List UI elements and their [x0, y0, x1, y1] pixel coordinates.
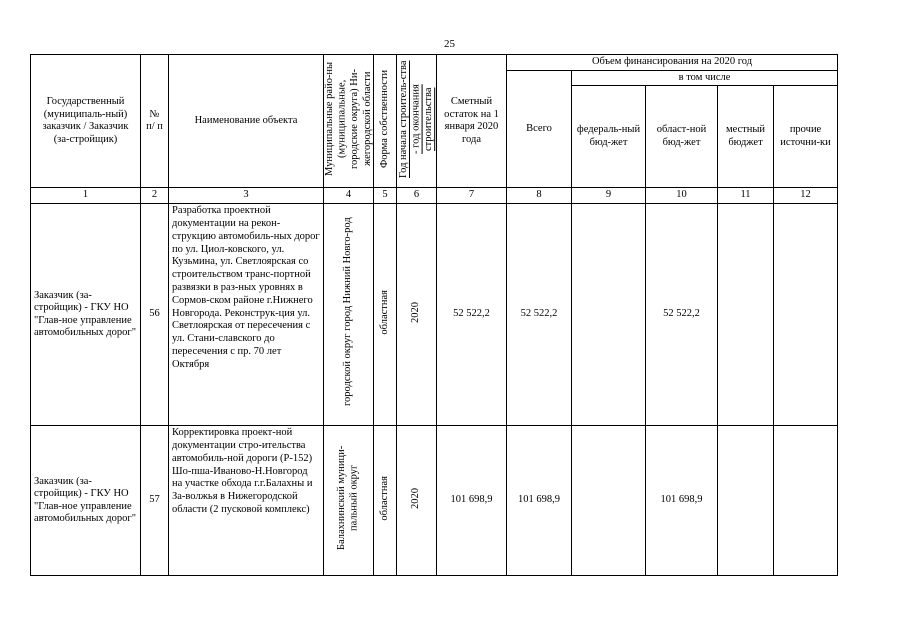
header-other-sources: прочие источни-ки [774, 86, 838, 188]
row-object-name: Корректировка проект-ной документации стро-ительства автомобиль-ной дороги (Р-152) Шо-пша-Иваново-Н.Новгород на участке обхода г.г.Балахны и За-волжья в Нижегородской области (2 пусковой комплекс) [169, 426, 324, 576]
row-federal [572, 426, 646, 576]
row-regional: 52 522,2 [646, 204, 718, 426]
financing-table [30, 54, 838, 576]
row-local [718, 204, 774, 426]
row-customer: Заказчик (за-стройщик) - ГКУ НО "Глав-ное управление автомобильных дорог" [31, 204, 141, 426]
table-row [31, 204, 838, 426]
page-number: 25 [444, 38, 455, 50]
column-number: 2 [141, 188, 169, 204]
row-estimate: 52 522,2 [437, 204, 507, 426]
column-number: 1 [31, 188, 141, 204]
column-number: 5 [374, 188, 397, 204]
header-district: Муниципальные райо-ны (муниципальные, городские округа) Ни-жегородской области [324, 55, 374, 188]
row-regional: 101 698,9 [646, 426, 718, 576]
column-number: 3 [169, 188, 324, 204]
header-estimate-balance: Сметный остаток на 1 января 2020 года [437, 55, 507, 188]
row-ownership: областная [374, 426, 397, 576]
row-number: 57 [141, 426, 169, 576]
header-total: Всего [507, 70, 572, 188]
header-object-name: Наименование объекта [169, 55, 324, 188]
row-object-name: Разработка проектной документации на рекон-струкцию автомобиль-ных дорог по ул. Циол-ковского, ул. Кузьмина, ул. Светлоярская со строительством транс-портной развязки в раз-ных уровнях в Сормов-ском районе г.Нижнего Новгорода. Реконструк-ция ул. Светлоярская от пересечения с ул. Стани-славского до пересечения с пр. 70 лет Октября [169, 204, 324, 426]
row-customer: Заказчик (за-стройщик) - ГКУ НО "Глав-ное управление автомобильных дорог" [31, 426, 141, 576]
row-number: 56 [141, 204, 169, 426]
row-year: 2020 [397, 204, 437, 426]
row-year: 2020 [397, 426, 437, 576]
header-regional-budget: област-ной бюд-жет [646, 86, 718, 188]
header-number: № п/ п [141, 55, 169, 188]
row-district: Балахнинский муници-пальный округ [324, 426, 374, 576]
column-number: 11 [718, 188, 774, 204]
column-number: 4 [324, 188, 374, 204]
column-number: 9 [572, 188, 646, 204]
row-other [774, 426, 838, 576]
row-local [718, 426, 774, 576]
row-federal [572, 204, 646, 426]
header-construction-years: Год начала строитель-ства - год окончания строительства [397, 55, 437, 188]
header-local-budget: местный бюджет [718, 86, 774, 188]
header-funding-group: Объем финансирования на 2020 год [507, 55, 838, 71]
header-customer: Государственный (муниципаль-ный) заказчик / Заказчик (за-стройщик) [31, 55, 141, 188]
table-row [31, 426, 838, 576]
header-federal-budget: федераль-ный бюд-жет [572, 86, 646, 188]
row-total: 52 522,2 [507, 204, 572, 426]
row-district: городской округ город Нижний Новго-род [324, 204, 374, 426]
row-other [774, 204, 838, 426]
column-number-row [31, 188, 838, 204]
column-number: 6 [397, 188, 437, 204]
column-number: 10 [646, 188, 718, 204]
header-including: в том числе [572, 70, 838, 86]
column-number: 7 [437, 188, 507, 204]
column-number: 12 [774, 188, 838, 204]
row-estimate: 101 698,9 [437, 426, 507, 576]
row-total: 101 698,9 [507, 426, 572, 576]
column-number: 8 [507, 188, 572, 204]
header-ownership: Форма собственности [374, 55, 397, 188]
row-ownership: областная [374, 204, 397, 426]
